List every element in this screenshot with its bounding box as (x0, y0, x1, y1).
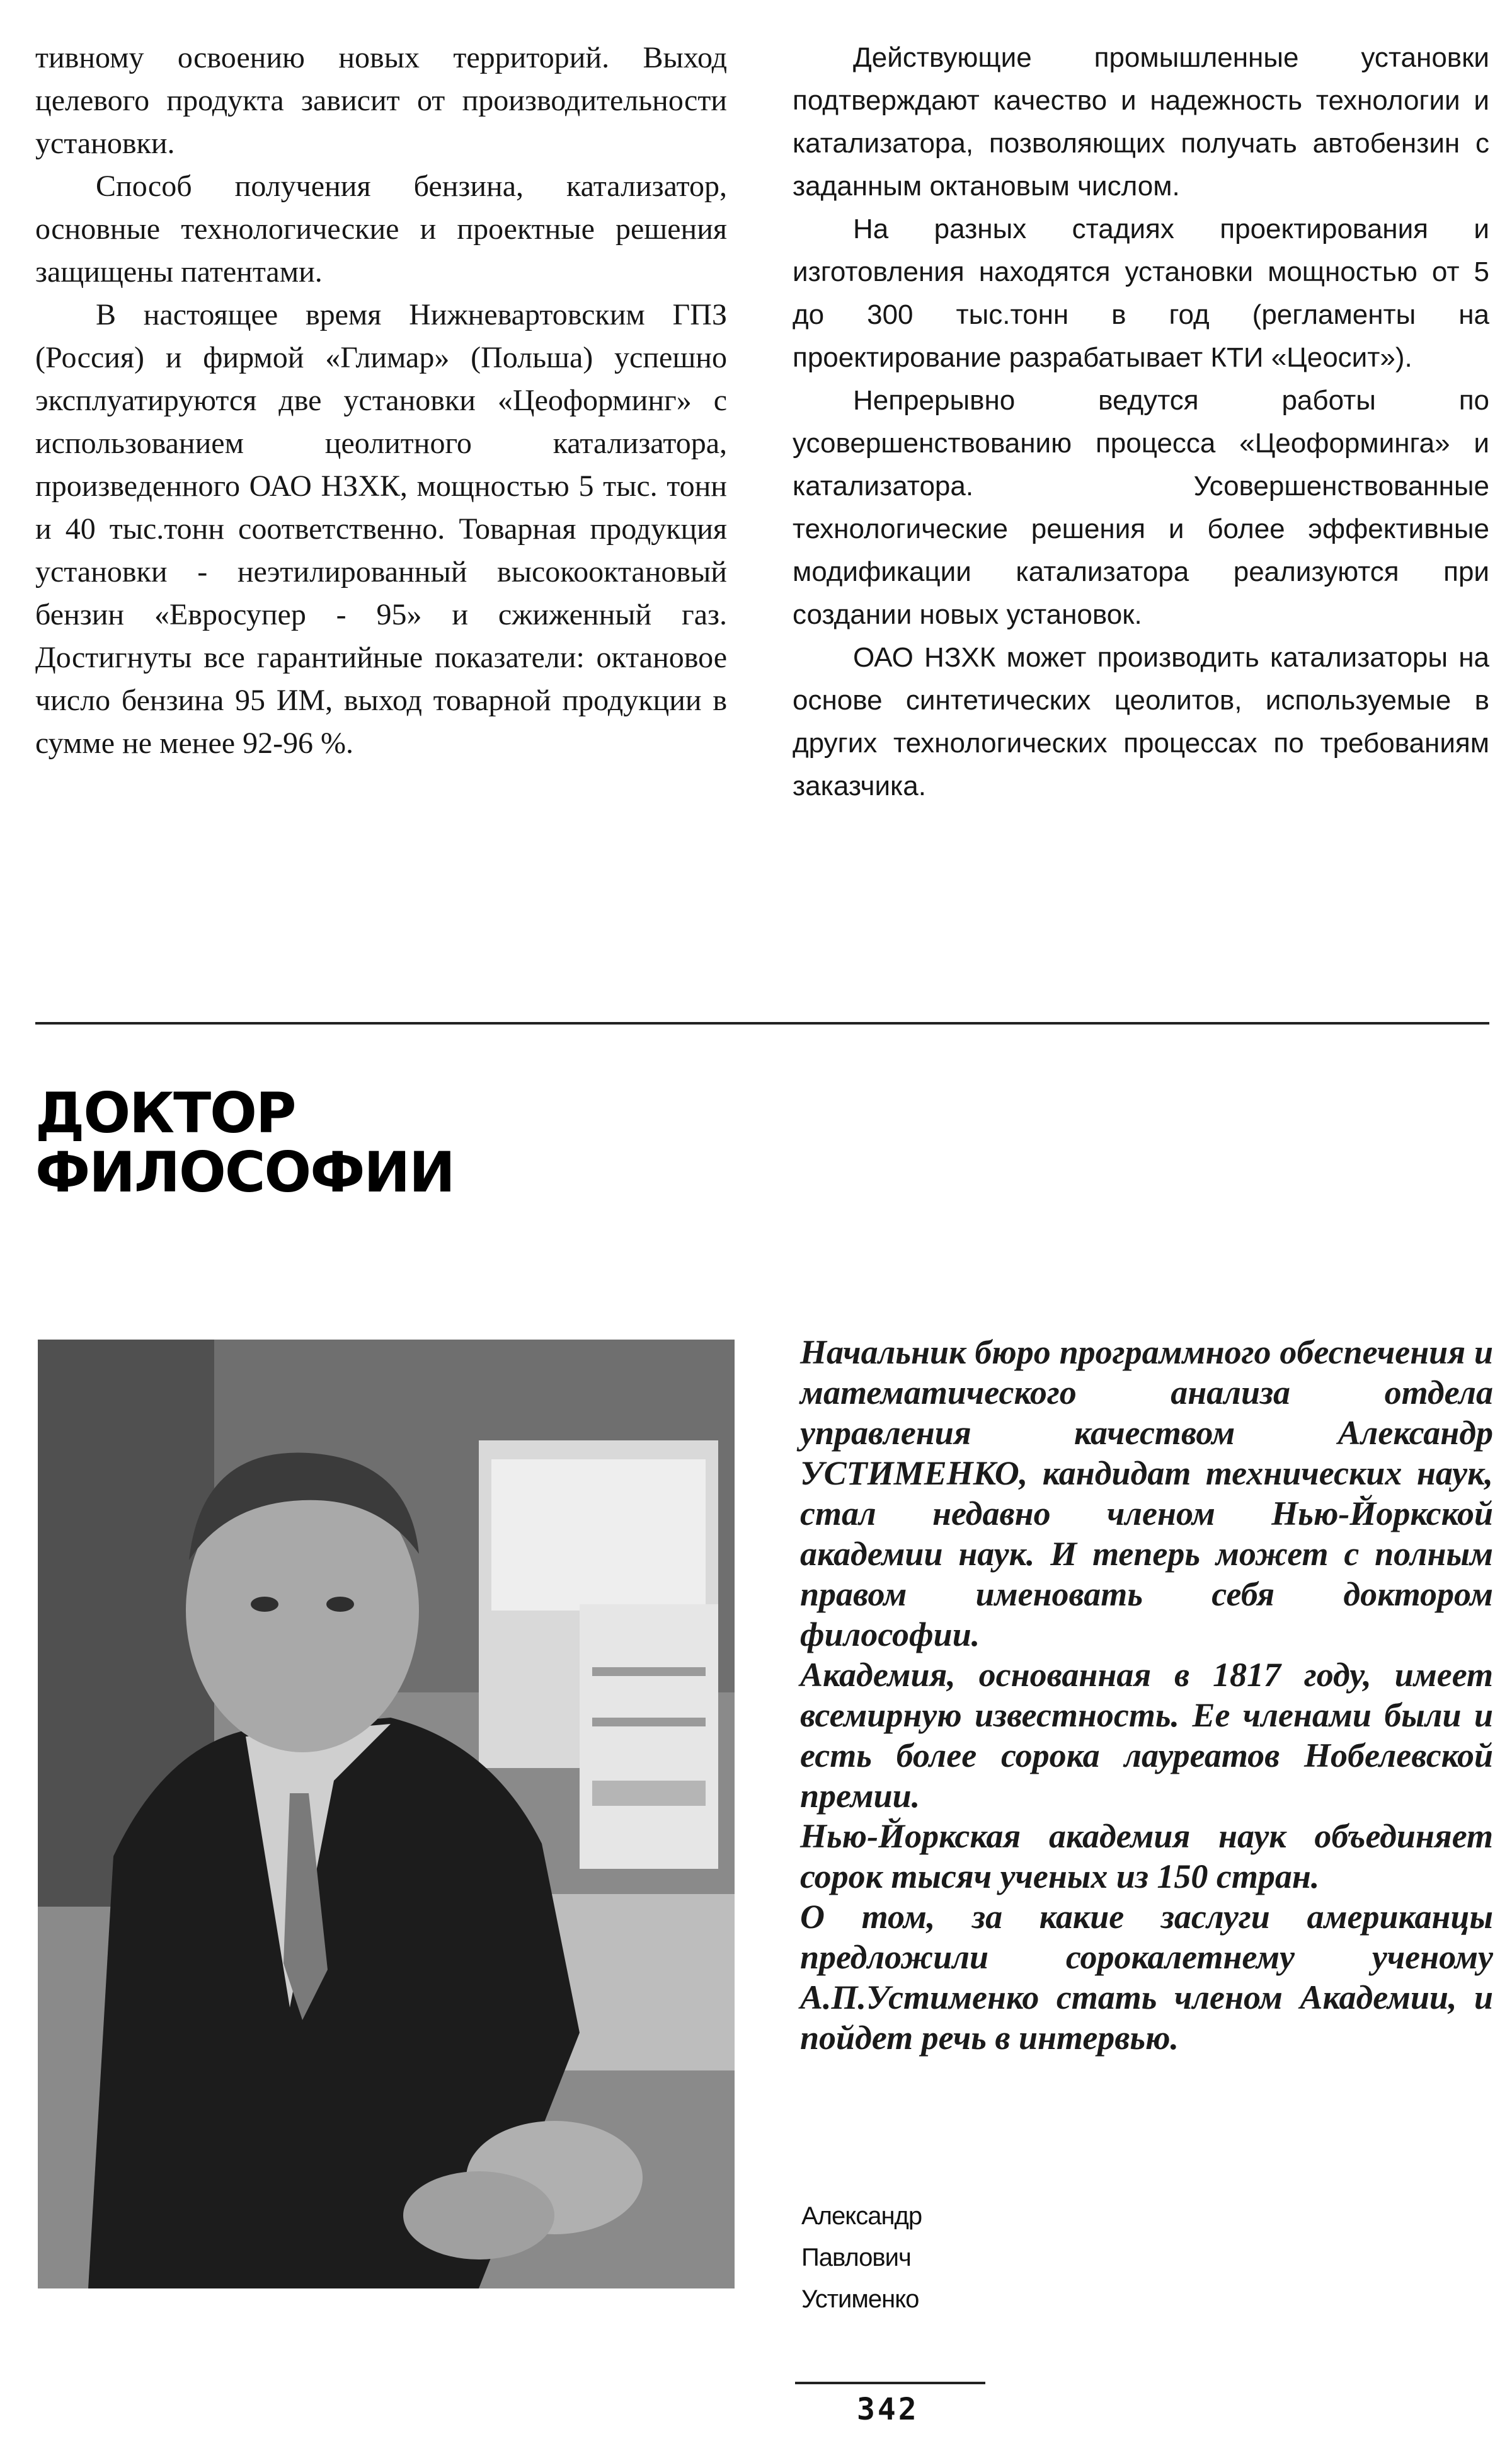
heading-line-1: ДОКТОР (35, 1081, 295, 1145)
caption-first-name: Александр (801, 2202, 922, 2230)
section-divider (35, 1022, 1489, 1025)
right-text-column (793, 37, 1489, 808)
caption-surname: Устименко (801, 2285, 919, 2313)
left-paragraph-1: тивному освоению новых территорий. Выход целевого продукта зависит от производительности установки. (35, 41, 727, 160)
intro-paragraph-4: О том, за какие заслуги американцы предложили сорокалетнему ученому А.П.Устименко стать членом Академии, и пойдет речь в интервью. (800, 1898, 1493, 2057)
portrait-photo (38, 1340, 735, 2288)
intro-paragraph-1: Начальник бюро программного обеспечения и математического анализа отдела управления качеством Александр УСТИМЕНКО, кандидат технических наук, стал недавно членом Нью-Йоркской академии наук. И теперь может с полным правом именовать себя доктором философии. (800, 1333, 1493, 1653)
page-number: 342 (857, 2392, 919, 2427)
photo-caption (801, 2195, 922, 2320)
article-intro (800, 1332, 1493, 2058)
intro-paragraph-2: Академия, основанная в 1817 году, имеет всемирную известность. Ее членами были и есть более сорока лауреатов Нобелевской премии. (800, 1656, 1493, 1815)
footer-rule (795, 2382, 985, 2384)
right-paragraph-1: Действующие промышленные установки подтверждают качество и надежность технологии и катализатора, позволяющих получать автобензин с заданным октановым числом. (793, 42, 1489, 202)
right-paragraph-3: Непрерывно ведутся работы по усовершенствованию процесса «Цеоформинга» и катализатора. Усовершенствованные технологические решения и более эффективные модификации катализатора реализуются при создании новых установок. (793, 385, 1489, 630)
caption-patronymic: Павлович (801, 2244, 911, 2271)
heading-line-2: ФИЛОСОФИИ (35, 1140, 454, 1205)
left-paragraph-3: В настоящее время Нижневартовским ГПЗ (Россия) и фирмой «Глимар» (Польша) успешно эксплуатируются две установки «Цеоформинг» с использованием цеолитного катализатора, произведенного ОАО НЗХК, мощностью 5 тыс. тонн и 40 тыс.тонн соответственно. Товарная продукция установки - неэтилированный высокооктановый бензин «Евросупер - 95» и сжиженный газ. Достигнуты все гарантийные показатели: октановое число бензина 95 ИМ, выход товарной продукции в сумме не менее 92-96 %. (35, 298, 727, 760)
left-text-column (35, 37, 727, 765)
left-paragraph-2: Способ получения бензина, катализатор, основные технологические и проектные решения защищены патентами. (35, 169, 727, 289)
article-heading (35, 1081, 454, 1205)
right-paragraph-2: На разных стадиях проектирования и изготовления находятся установки мощностью от 5 до 300 тыс.тонн в год (регламенты на проектирование разрабатывает КТИ «Цеосит»). (793, 214, 1489, 373)
right-paragraph-4: ОАО НЗХК может производить катализаторы на основе синтетических цеолитов, используемые в других технологических процессах по требованиям заказчика. (793, 642, 1489, 801)
intro-paragraph-3: Нью-Йоркская академия наук объединяет сорок тысяч ученых из 150 стран. (800, 1817, 1493, 1895)
